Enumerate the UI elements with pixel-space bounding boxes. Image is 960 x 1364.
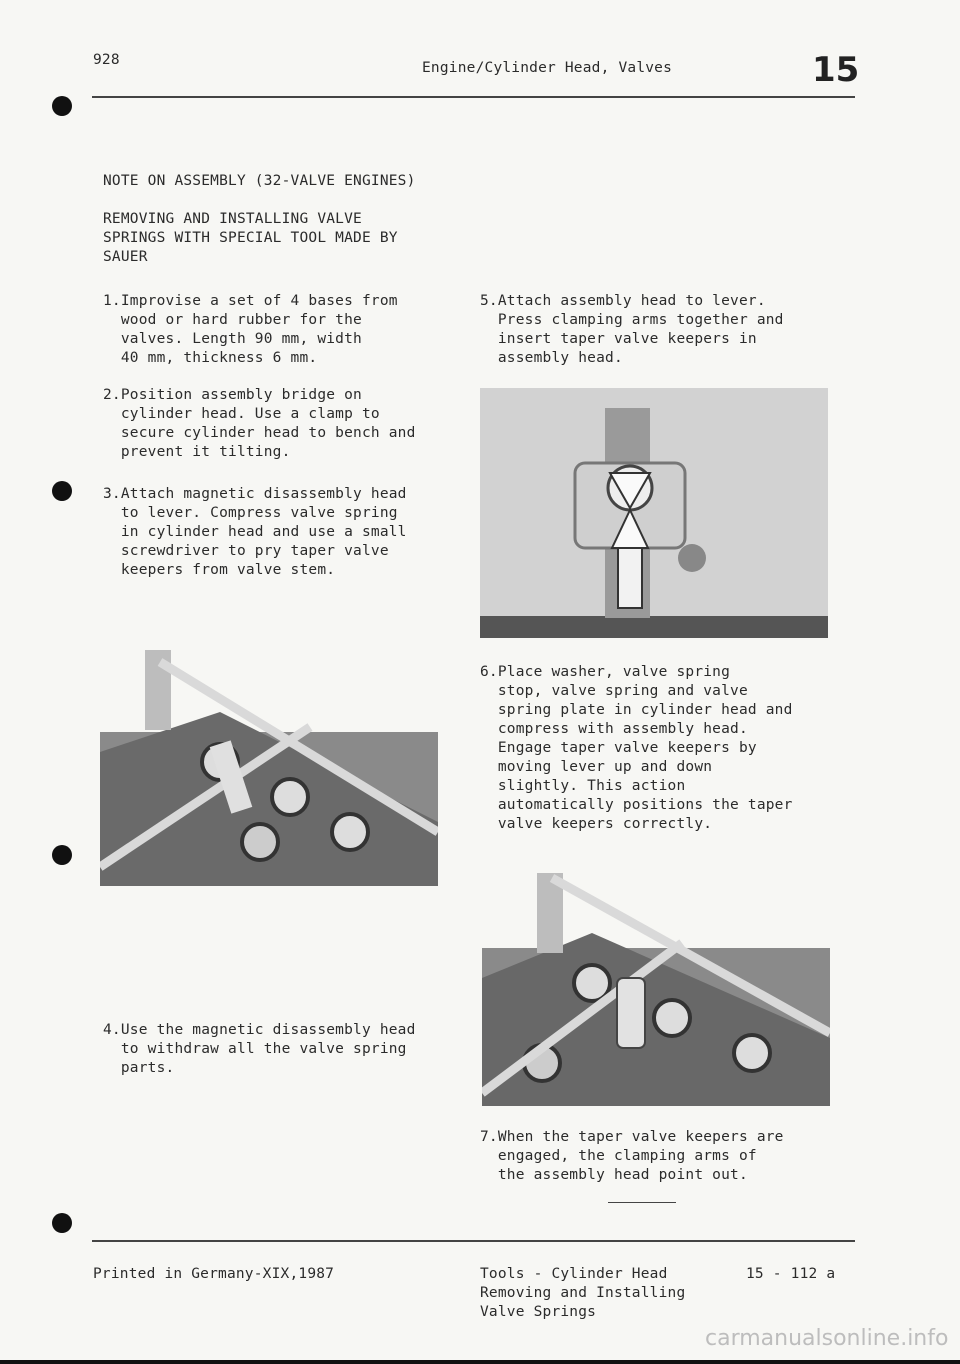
step-7: 7.When the taper valve keepers are engaged, the clamping arms of the assembly head point out.	[480, 1129, 784, 1183]
page-reference: 15 - 112 a	[746, 1266, 836, 1282]
footer-rule	[92, 1240, 855, 1242]
step-2: 2.Position assembly bridge on cylinder head. Use a clamp to secure cylinder head to bench and prevent it tilting.	[103, 387, 416, 460]
group-number: 15	[812, 50, 860, 90]
footer-section-title: Tools - Cylinder Head Removing and Installing Valve Springs	[480, 1266, 686, 1320]
watermark: carmanualsonline.info	[705, 1326, 949, 1351]
page-model: 928	[93, 52, 120, 68]
step-1: 1.Improvise a set of 4 bases from wood or hard rubber for the valves. Length 90 mm, width 40 mm, thickness 6 mm.	[103, 293, 398, 366]
step-4: 4.Use the magnetic disassembly head to withdraw all the valve spring parts.	[103, 1022, 416, 1076]
step-3: 3.Attach magnetic disassembly head to lever. Compress valve spring in cylinder head and use a small screwdriver to pry taper valve keepers from valve stem.	[103, 486, 407, 578]
step-5: 5.Attach assembly head to lever. Press clamping arms together and insert taper valve keepers in assembly head.	[480, 293, 784, 366]
binder-hole-2	[52, 481, 72, 501]
binder-hole-4	[52, 1213, 72, 1233]
section-heading: REMOVING AND INSTALLING VALVE SPRINGS WITH SPECIAL TOOL MADE BY SAUER	[103, 211, 398, 265]
photo-assembly-head	[480, 388, 828, 638]
step-6: 6.Place washer, valve spring stop, valve spring and valve spring plate in cylinder head and compress with assembly head. Engage taper valve keepers by moving lever up and down slightly. This action automatically positions the taper valve keepers correctly.	[480, 664, 793, 832]
photo-disassembly-head	[100, 632, 438, 886]
page-title: Engine/Cylinder Head, Valves	[422, 60, 673, 76]
header-rule	[92, 96, 855, 98]
photo-assembly-engaged	[482, 858, 830, 1106]
note-heading: NOTE ON ASSEMBLY (32-VALVE ENGINES)	[103, 173, 416, 189]
binder-hole-3	[52, 845, 72, 865]
bottom-bar	[0, 1360, 960, 1364]
binder-hole-1	[52, 96, 72, 116]
end-rule	[608, 1202, 676, 1203]
printed-note: Printed in Germany-XIX,1987	[93, 1266, 335, 1282]
